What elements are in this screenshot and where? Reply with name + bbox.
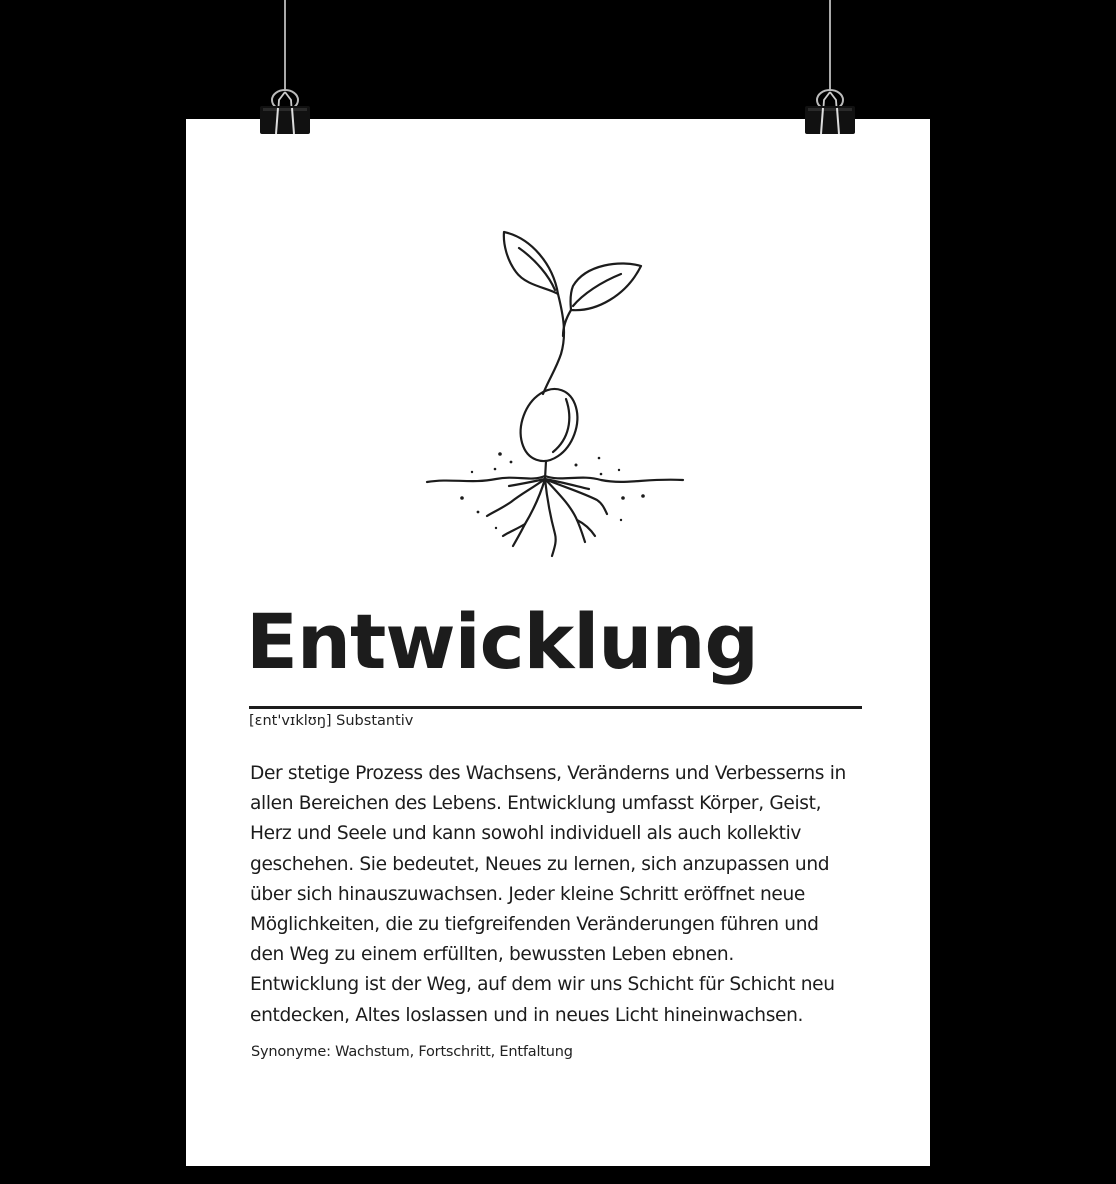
definition-text <box>250 759 880 1031</box>
synonyms: Synonyme: Wachstum, Fortschritt, Entfaltung <box>251 1044 573 1060</box>
binder-clip-left-icon <box>259 78 311 138</box>
hanging-wire-left <box>284 0 286 90</box>
poster-title: Entwicklung <box>246 597 758 686</box>
definition-line: allen Bereichen des Lebens. Entwicklung umfasst Körper, Geist, <box>250 793 822 815</box>
seedling-illustration <box>421 224 691 559</box>
definition-line: entdecken, Altes loslassen und in neues Licht hineinwachsen. <box>250 1004 804 1026</box>
title-divider <box>249 706 862 709</box>
definition-line: geschehen. Sie bedeutet, Neues zu lernen, sich anzupassen und <box>250 853 830 875</box>
definition-line: Der stetige Prozess des Wachsens, Veränderns und Verbesserns in <box>250 763 846 784</box>
definition-line: über sich hinauszuwachsen. Jeder kleine Schritt eröffnet neue <box>250 883 806 905</box>
binder-clip-right-icon <box>804 78 856 138</box>
hanging-wire-right <box>829 0 831 90</box>
definition-line: den Weg zu einem erfüllten, bewussten Leben ebnen. <box>250 944 734 966</box>
definition-line: Herz und Seele und kann sowohl individuell als auch kollektiv <box>250 823 802 845</box>
definition-line: Möglichkeiten, die zu tiefgreifenden Veränderungen führen und <box>250 914 819 936</box>
definition-line: Entwicklung ist der Weg, auf dem wir uns Schicht für Schicht neu <box>250 974 835 996</box>
pronunciation: [ɛnt'vɪklʊŋ] Substantiv <box>249 713 414 729</box>
poster <box>186 119 930 1166</box>
